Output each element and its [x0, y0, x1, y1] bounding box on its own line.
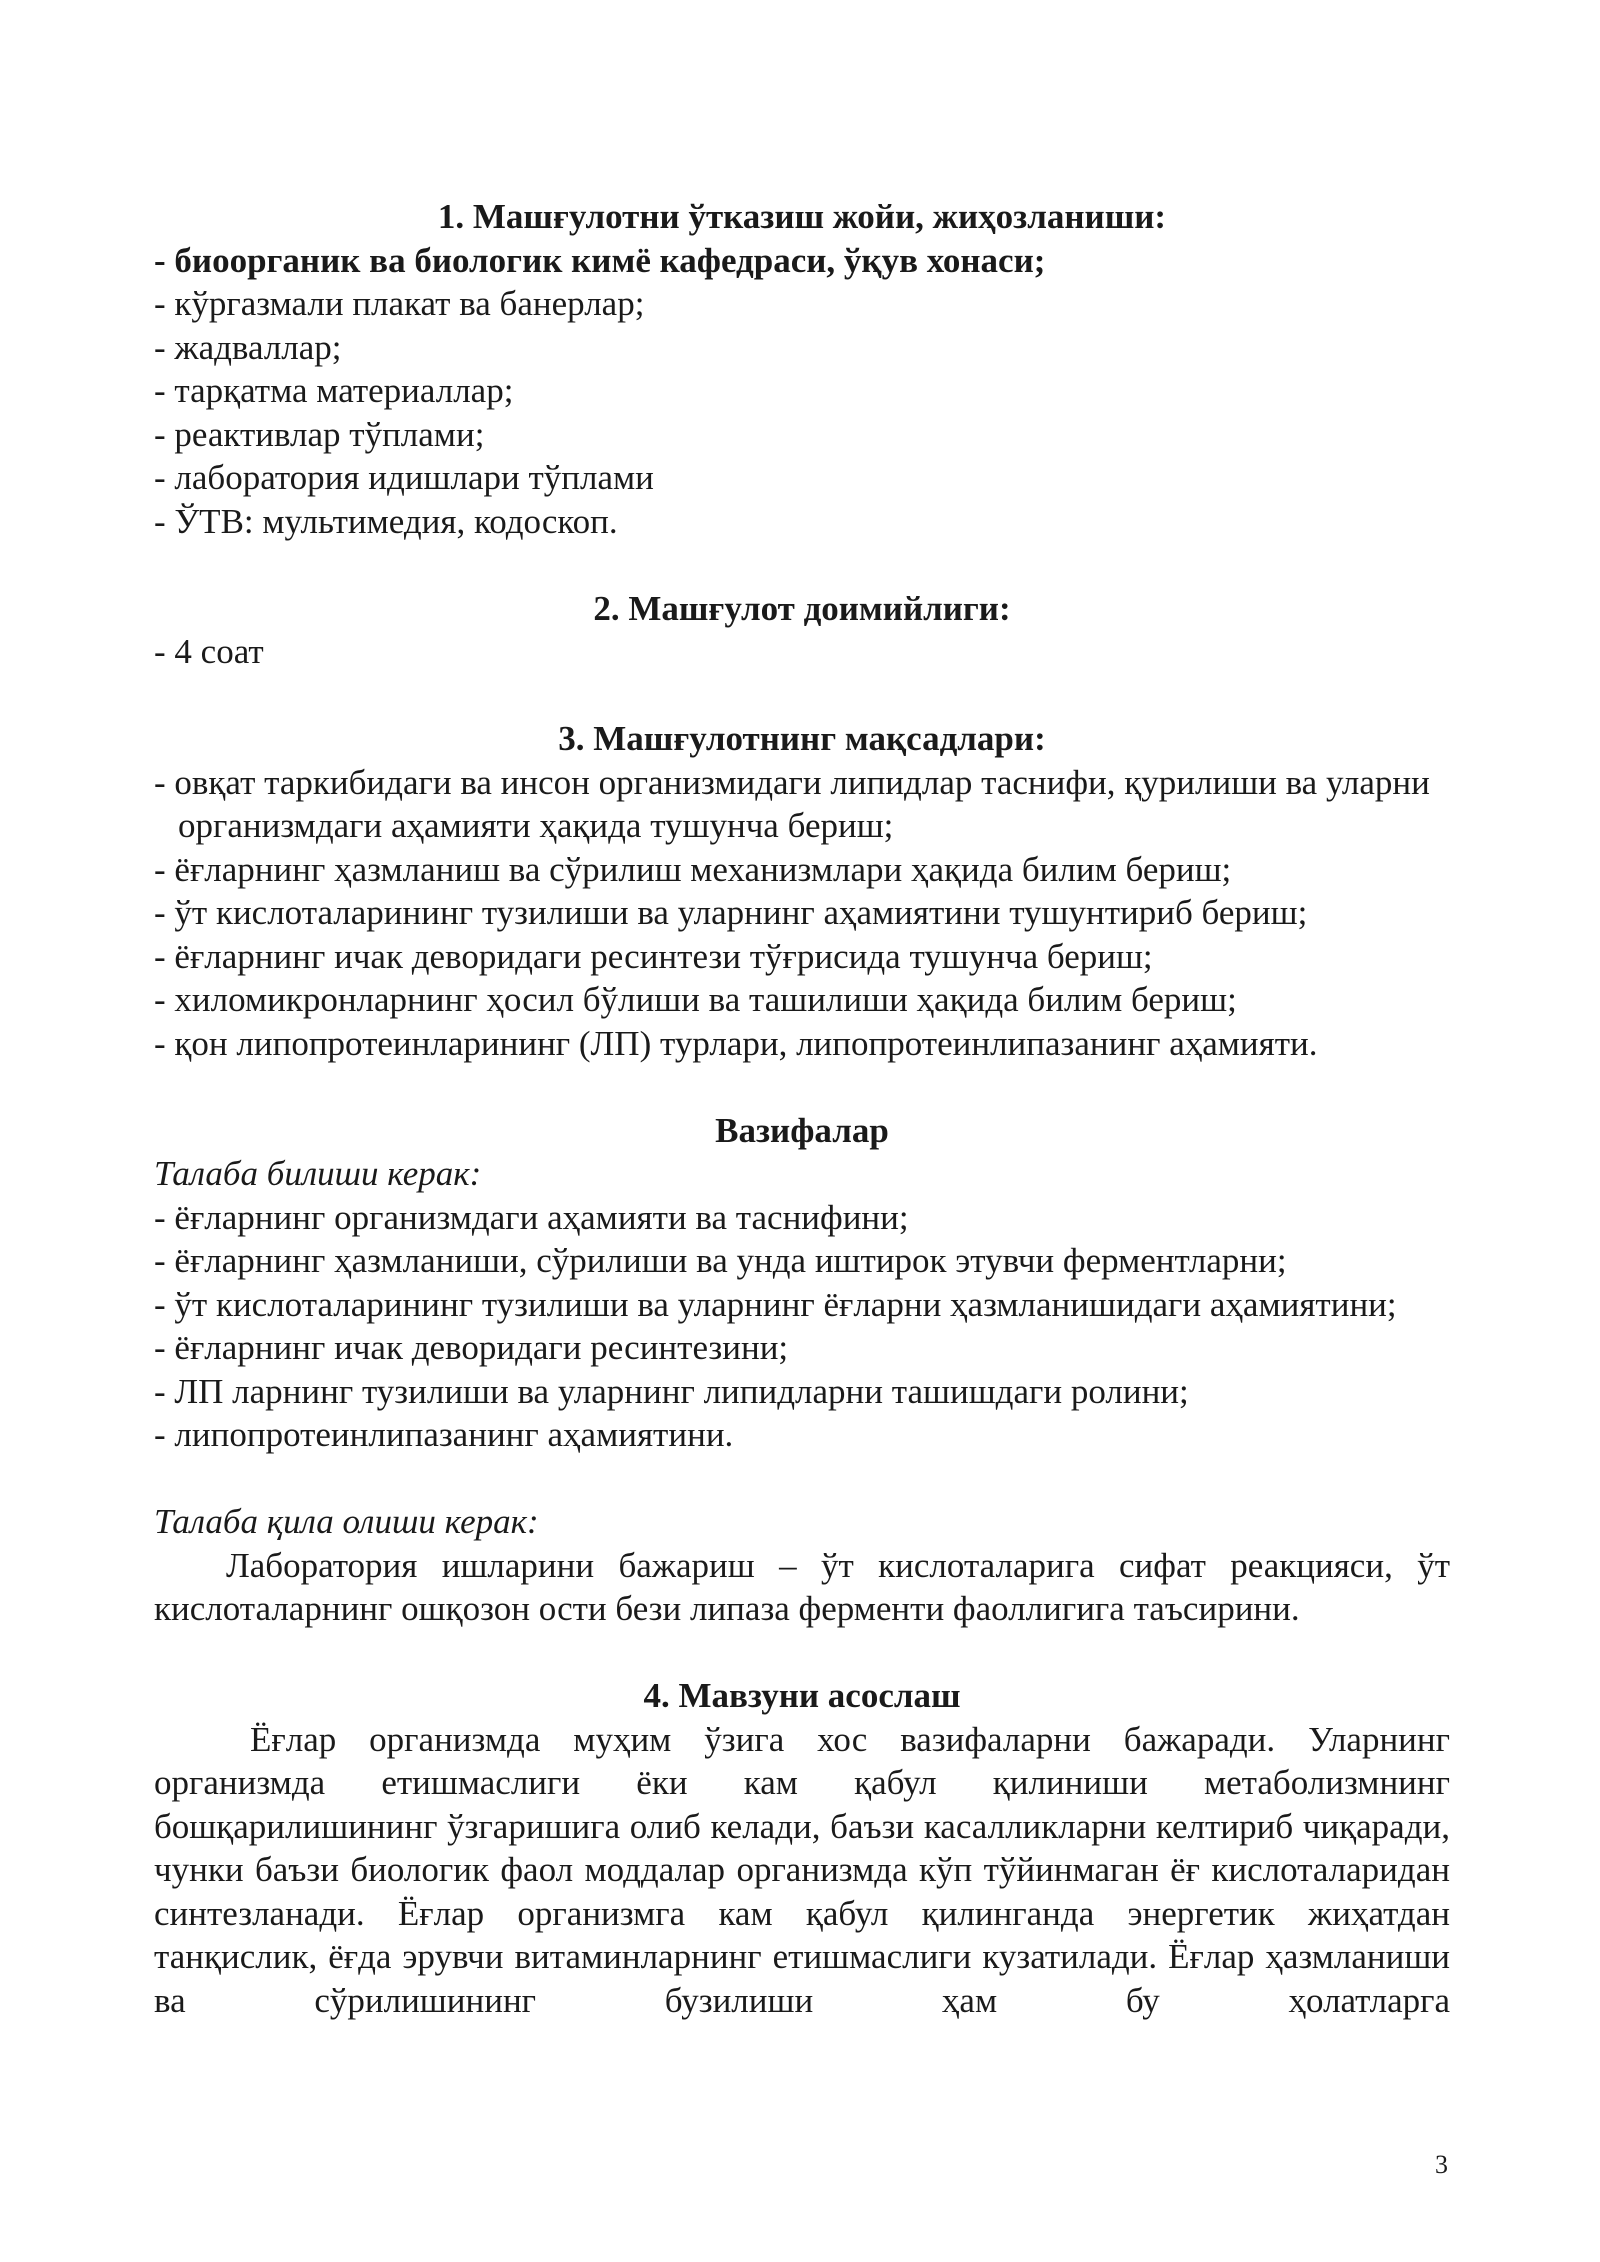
list-item: - хиломикронларнинг ҳосил бўлиши ва ташилиши ҳақида билим бериш;	[154, 980, 1237, 1019]
section-heading: Вазифалар	[715, 1110, 889, 1150]
section-heading: 4. Мавзуни асослаш	[643, 1676, 961, 1715]
document-page	[154, 195, 1450, 2022]
list-item: - ёғларнинг ҳазмланиш ва сўрилиш механизмлари ҳақида билим бериш;	[154, 849, 1232, 889]
list-item: - ёғларнинг ичак деворидаги ресинтезини;	[154, 1328, 789, 1367]
list-item: - ўт кислоталарининг тузилиши ва уларнинг аҳамиятини тушунтириб бериш;	[154, 893, 1308, 932]
list-item: - овқат таркибидаги ва инсон организмидаги липидлар таснифи, қурилиши ва уларни организмдаги аҳамияти ҳақида тушунча бериш;	[154, 762, 1430, 845]
list-item: - ўт кислоталарининг тузилиши ва уларнинг ёғларни ҳазмланишидаги аҳамиятини;	[154, 1284, 1397, 1324]
subheading-know: Талаба билиши керак:	[154, 1154, 482, 1193]
list-item: - ЎТВ: мультимедия, кодоскоп.	[154, 501, 618, 541]
section-heading: 3. Машғулотнинг мақсадлари:	[558, 719, 1046, 758]
list-item: - реактивлар тўплами;	[154, 414, 485, 454]
list-item: - қон липопротеинларининг (ЛП) турлари, липопротеинлипазанинг аҳамияти.	[154, 1023, 1318, 1063]
section-heading: 2. Машғулот доимийлиги:	[593, 588, 1011, 628]
list-item: - биоорганик ва биологик кимё кафедраси, ўқув хонаси;	[154, 240, 1046, 280]
list-item: - ёғларнинг ичак деворидаги ресинтези тўғрисида тушунча бериш;	[154, 936, 1153, 976]
section-rationale	[154, 1674, 1450, 2022]
section-tasks	[154, 1109, 1450, 1631]
section-goals	[154, 717, 1450, 1065]
list-item: - кўргазмали плакат ва банерлар;	[154, 284, 645, 323]
section-equipment	[154, 195, 1450, 543]
paragraph: Ёғлар организмда муҳим ўзига хос вазифаларни бажаради. Уларнинг организмда етишмаслиги ёки кам қабул қилиниши метаболизмнинг бошқарилишининг ўзгаришига олиб келади, баъзи касалликларни келтириб чиқаради, чунки баъзи биологик фаол моддалар организмда кўп тўйинмаган ёғ кислоталаридан синтезланади. Ёғлар организмга кам қабул қилинганда энергетик жиҳатдан танқислик, ёғда эрувчи витаминларнинг етишмаслиги кузатилади. Ёғлар ҳазмланиши ва сўрилишининг бузилиши ҳам бу ҳолатларга	[154, 1719, 1450, 2020]
list-item: - 4 соат	[154, 632, 264, 671]
list-item: - лаборатория идишлари тўплами	[154, 458, 654, 497]
section-duration	[154, 587, 1450, 674]
section-heading: 1. Машғулотни ўтказиш жойи, жиҳозланиши:	[437, 197, 1167, 236]
page-number: 3	[1435, 2150, 1448, 2179]
list-item: - жадваллар;	[154, 327, 342, 367]
subheading-do: Талаба қила олиши керак:	[154, 1502, 539, 1541]
list-item: - тарқатма материаллар;	[154, 371, 514, 410]
paragraph: Лаборатория ишларини бажариш – ўт кислоталарига сифат реакцияси, ўт кислоталарнинг ошқозон ости бези липаза ферменти фаоллигига таъсирини.	[154, 1545, 1450, 1628]
list-item: - ёғларнинг организмдаги аҳамияти ва таснифини;	[154, 1197, 909, 1237]
list-item: - ёғларнинг ҳазмланиши, сўрилиши ва унда иштирок этувчи ферментларни;	[154, 1241, 1287, 1280]
list-item: - ЛП ларнинг тузилиши ва уларнинг липидларни ташишдаги ролини;	[154, 1371, 1189, 1411]
list-item: - липопротеинлипазанинг аҳамиятини.	[154, 1415, 734, 1454]
